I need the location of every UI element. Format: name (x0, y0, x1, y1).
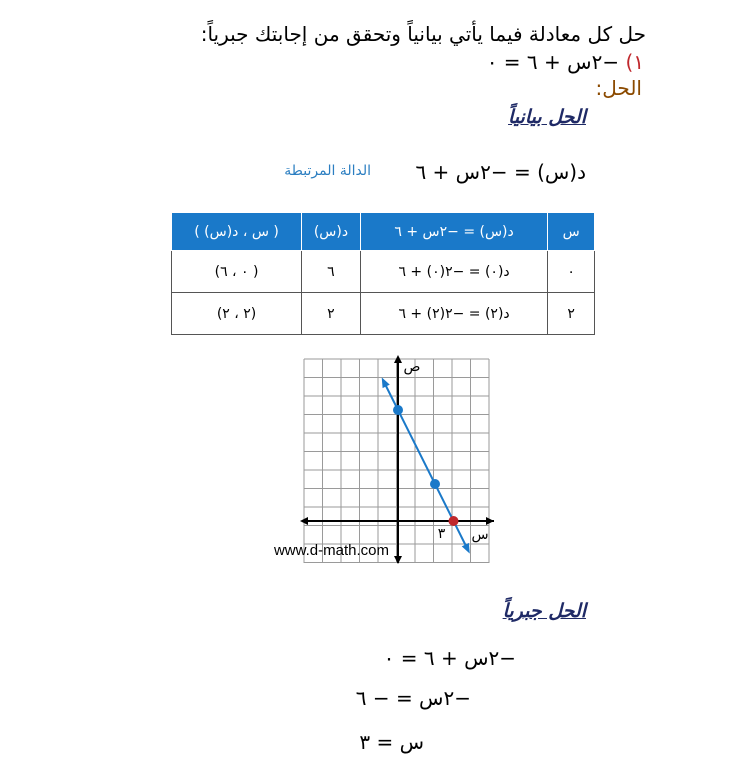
equation-number: ١) (625, 50, 644, 74)
point-0-6 (393, 405, 403, 415)
watermark: www.d-math.com (273, 542, 389, 559)
graph-grid (304, 359, 489, 563)
point-root (449, 516, 459, 526)
table-row (172, 251, 595, 293)
algebra-step-3: س = ٣ (359, 730, 424, 754)
equation-text: −٢س + ٦ = ٠ (486, 50, 620, 74)
values-table (171, 212, 595, 335)
graphical-solution-heading: الحل بيانياً (508, 106, 586, 128)
algebraic-solution-heading: الحل جبرياً (502, 600, 586, 622)
x-axis-arrow-right (486, 517, 494, 525)
point-2-2 (430, 479, 440, 489)
table-cell: ٦ (302, 251, 361, 293)
table-cell: ( ٠ ، ٦) (172, 251, 302, 293)
table-cell: ٢ (302, 293, 361, 335)
header-x: س (548, 213, 595, 251)
table-cell: (٢ ، ٢) (172, 293, 302, 335)
table-cell: د(٢) = −٢(٢) + ٦ (360, 293, 547, 335)
x-axis-label: س (471, 527, 489, 543)
coordinate-graph (300, 355, 500, 565)
table-cell: ٠ (548, 251, 595, 293)
table-row (172, 293, 595, 335)
solution-label: الحل: (595, 76, 642, 100)
table-cell: ٢ (548, 293, 595, 335)
root-label: ٣ (437, 526, 446, 542)
line-arrow-up (382, 377, 390, 388)
table-cell: د(٠) = −٢(٠) + ٦ (360, 251, 547, 293)
header-pair: ( س ، د(س) ) (172, 213, 302, 251)
algebra-step-1: −٢س + ٦ = ٠ (383, 646, 516, 670)
equation-line (487, 50, 644, 74)
question-text: حل كل معادلة فيما يأتي بيانياً وتحقق من إجابتك جبرياً: (200, 22, 646, 46)
graph-axes (300, 355, 494, 564)
associated-function-label: الدالة المرتبطة (284, 163, 371, 179)
function-text: د(س) = −٢س + ٦ (415, 160, 586, 184)
header-function: د(س) = −٢س + ٦ (360, 213, 547, 251)
header-fx: د(س) (302, 213, 361, 251)
y-axis-label: ص (403, 359, 421, 375)
table-header-row (172, 213, 595, 251)
algebra-step-2: −٢س = − ٦ (355, 686, 471, 710)
